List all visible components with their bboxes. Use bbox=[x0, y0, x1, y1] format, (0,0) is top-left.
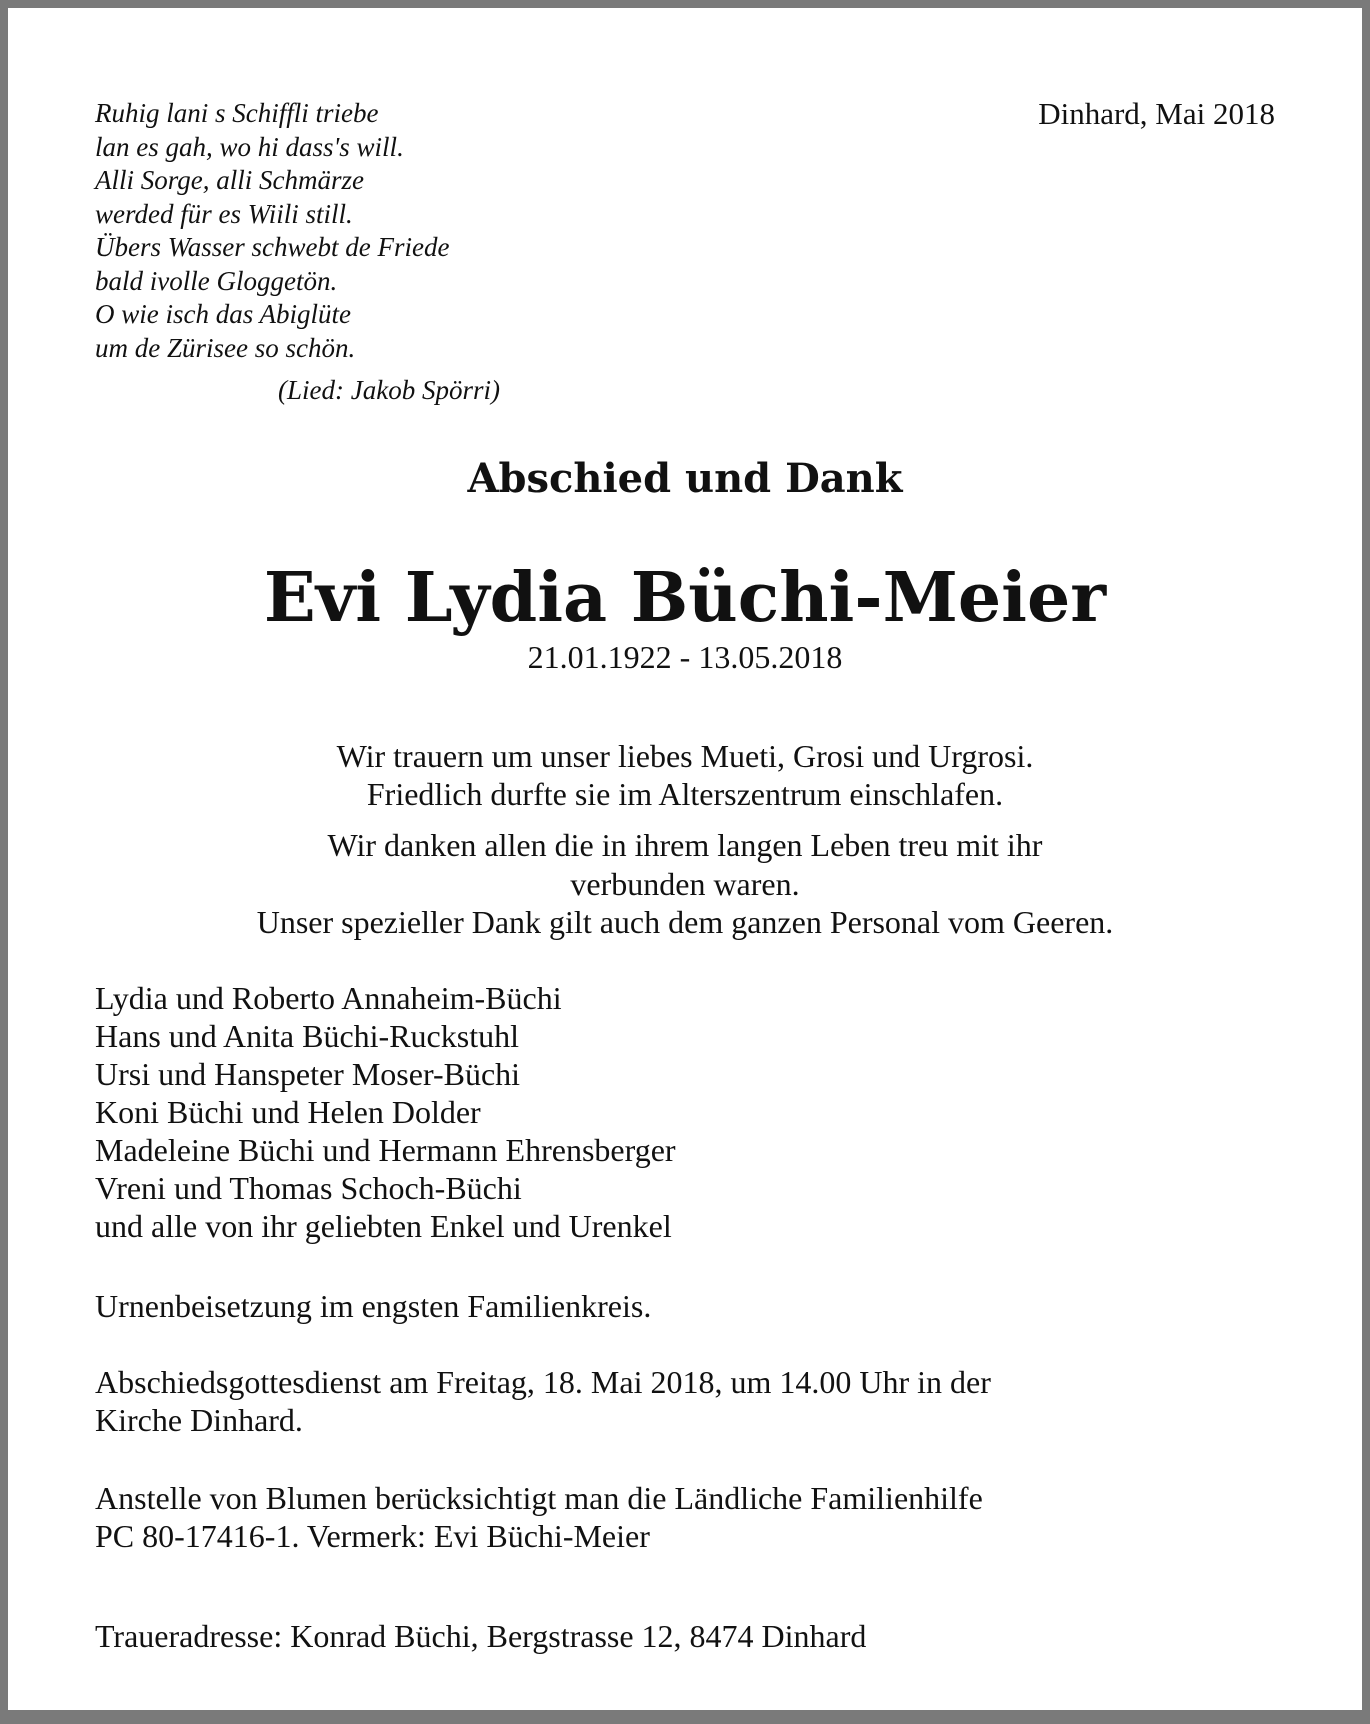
mourner: Lydia und Roberto Annaheim-Büchi bbox=[95, 980, 562, 1016]
life-dates: 21.01.1922 - 13.05.2018 bbox=[527, 639, 843, 675]
mourning-address: Traueradresse: Konrad Büchi, Bergstrasse 12, 8474 Dinhard bbox=[95, 1618, 867, 1654]
message-line: Wir trauern um unser liebes Mueti, Grosi und Urgrosi. bbox=[336, 738, 1034, 774]
poem-credit: (Lied: Jakob Spörri) bbox=[278, 375, 500, 405]
service-line: Abschiedsgottesdienst am Freitag, 18. Mai 2018, um 14.00 Uhr in der bbox=[95, 1364, 991, 1400]
poem-line: Übers Wasser schwebt de Friede bbox=[95, 232, 450, 262]
place-date: Dinhard, Mai 2018 bbox=[1038, 96, 1275, 131]
poem-line: bald ivolle Gloggetön. bbox=[95, 266, 338, 296]
burial-note: Urnenbeisetzung im engsten Familienkreis. bbox=[95, 1288, 652, 1324]
mourner: Vreni und Thomas Schoch-Büchi bbox=[95, 1170, 522, 1206]
poem-line: lan es gah, wo hi dass's will. bbox=[95, 132, 404, 162]
obituary-page bbox=[8, 8, 1362, 1710]
poem-line: Alli Sorge, alli Schmärze bbox=[95, 165, 364, 195]
poem-line: O wie isch das Abiglüte bbox=[95, 299, 351, 329]
message-line: Unser spezieller Dank gilt auch dem ganzen Personal vom Geeren. bbox=[256, 904, 1114, 940]
heading: Abschied und Dank bbox=[467, 455, 903, 502]
mourner: Ursi und Hanspeter Moser-Büchi bbox=[95, 1056, 521, 1092]
service-line: Kirche Dinhard. bbox=[95, 1402, 303, 1438]
message-line: Wir danken allen die in ihrem langen Leben treu mit ihr bbox=[327, 827, 1043, 863]
mourner: und alle von ihr geliebten Enkel und Urenkel bbox=[95, 1208, 672, 1244]
message-line: Friedlich durfte sie im Alterszentrum einschlafen. bbox=[366, 776, 1004, 812]
donation-line: Anstelle von Blumen berücksichtigt man die Ländliche Familienhilfe bbox=[95, 1480, 983, 1516]
donation-line: PC 80-17416-1. Vermerk: Evi Büchi-Meier bbox=[95, 1518, 650, 1554]
poem-line: um de Zürisee so schön. bbox=[95, 333, 356, 363]
poem-line: Ruhig lani s Schiffli triebe bbox=[95, 98, 379, 128]
deceased-name: Evi Lydia Büchi-Meier bbox=[263, 558, 1107, 638]
mourner: Hans und Anita Büchi-Ruckstuhl bbox=[95, 1018, 519, 1054]
mourner: Koni Büchi und Helen Dolder bbox=[95, 1094, 481, 1130]
poem-line: werded für es Wiili still. bbox=[95, 199, 353, 229]
message-line: verbunden waren. bbox=[570, 866, 800, 902]
mourner: Madeleine Büchi und Hermann Ehrensberger bbox=[95, 1132, 676, 1168]
